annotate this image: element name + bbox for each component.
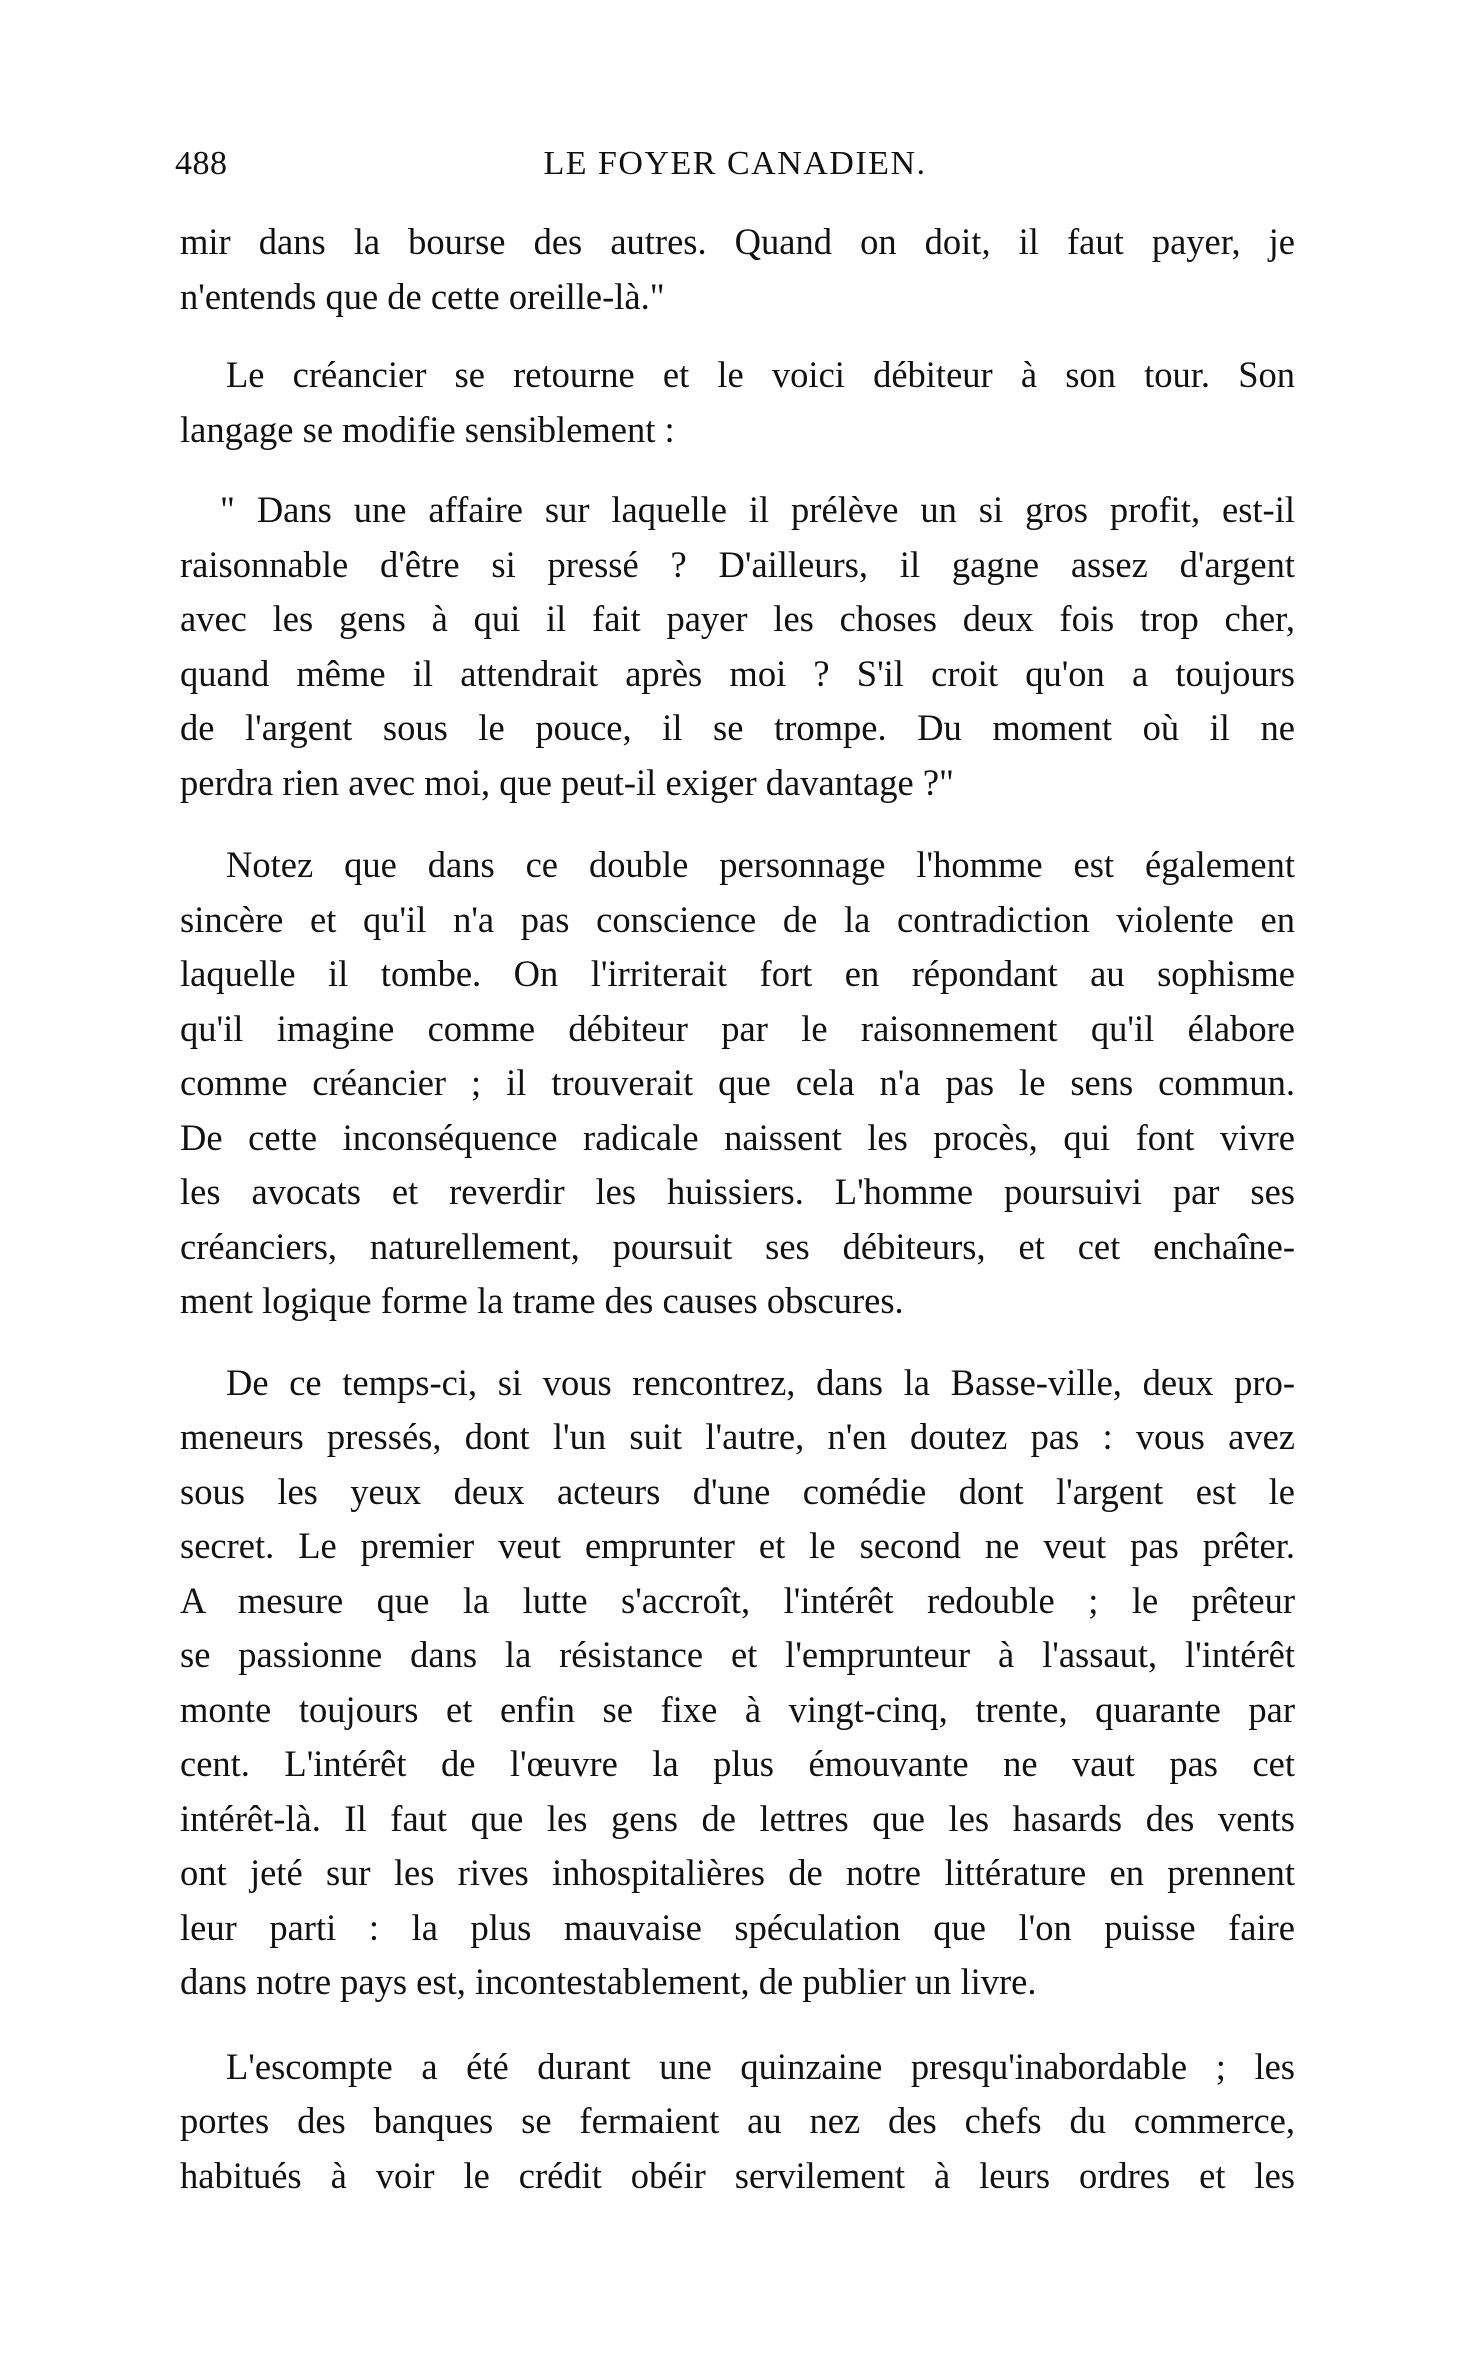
text-line: meneurs pressés, dont l'un suit l'autre, n'en doutez pas : vous avez	[180, 1416, 1295, 1457]
paragraph-quotation	[180, 483, 1295, 810]
text-line: " Dans une affaire sur laquelle il prélève un si gros profit, est-il	[220, 489, 1295, 530]
text-line: langage se modifie sensiblement :	[180, 408, 675, 450]
text-line: avec les gens à qui il fait payer les choses deux fois trop cher,	[180, 598, 1295, 639]
text-line: créanciers, naturellement, poursuit ses débiteurs, et cet enchaîne-	[180, 1225, 1295, 1267]
text-line: sous les yeux deux acteurs d'une comédie dont l'argent est le	[180, 1470, 1295, 1512]
text-line: ment logique forme la trame des causes obscures.	[180, 1280, 904, 1321]
text-line: Notez que dans ce double personnage l'homme est également	[226, 844, 1295, 885]
text-line: L'escompte a été durant une quinzaine presqu'inabordable ; les	[226, 2045, 1295, 2087]
text-line: sincère et qu'il n'a pas conscience de la contradiction violente en	[180, 898, 1295, 940]
paragraph-continuation	[180, 215, 1295, 324]
paragraph-double-personnage	[180, 838, 1295, 1329]
text-line: secret. Le premier veut emprunter et le second ne veut pas prêter.	[180, 1525, 1295, 1566]
text-line: Le créancier se retourne et le voici débiteur à son tour. Son	[226, 354, 1295, 395]
text-line: n'entends que de cette oreille-là."	[180, 275, 665, 317]
text-line: De ce temps-ci, si vous rencontrez, dans la Basse-ville, deux pro-	[226, 1361, 1295, 1403]
text-line: se passionne dans la résistance et l'emprunteur à l'assaut, l'intérêt	[180, 1634, 1295, 1675]
text-line: leur parti : la plus mauvaise spéculation que l'on puisse faire	[180, 1906, 1295, 1948]
text-line: comme créancier ; il trouverait que cela n'a pas le sens commun.	[180, 1062, 1295, 1103]
text-line: les avocats et reverdir les huissiers. L'homme poursuivi par ses	[180, 1171, 1295, 1212]
text-line: de l'argent sous le pouce, il se trompe. Du moment où il ne	[180, 707, 1295, 748]
paragraph-escompte	[180, 2040, 1295, 2204]
text-line: perdra rien avec moi, que peut-il exiger davantage ?"	[180, 761, 954, 803]
body-text	[180, 215, 1295, 2203]
text-line: A mesure que la lutte s'accroît, l'intérêt redouble ; le prêteur	[180, 1579, 1295, 1621]
text-line: dans notre pays est, incontestablement, de publier un livre.	[180, 1961, 1037, 2002]
text-line: cent. L'intérêt de l'œuvre la plus émouvante ne vaut pas cet	[180, 1743, 1295, 1784]
text-line: mir dans la bourse des autres. Quand on doit, il faut payer, je	[180, 221, 1295, 262]
text-line: De cette inconséquence radicale naissent les procès, qui font vivre	[180, 1116, 1295, 1158]
text-line: ont jeté sur les rives inhospitalières de notre littérature en prennent	[180, 1852, 1295, 1893]
page-number: 488	[175, 145, 228, 182]
text-line: laquelle il tombe. On l'irriterait fort en répondant au sophisme	[180, 953, 1295, 994]
paragraph-creancier	[180, 348, 1295, 457]
text-line: portes des banques se fermaient au nez des chefs du commerce,	[180, 2100, 1295, 2141]
text-line: habitués à voir le crédit obéir servilement à leurs ordres et les	[180, 2154, 1295, 2196]
running-head	[175, 140, 1295, 188]
text-line: intérêt-là. Il faut que les gens de lettres que les hasards des vents	[180, 1797, 1295, 1839]
text-line: qu'il imagine comme débiteur par le raisonnement qu'il élabore	[180, 1007, 1295, 1049]
text-line: quand même il attendrait après moi ? S'il croit qu'on a toujours	[180, 652, 1295, 694]
paragraph-basse-ville	[180, 1356, 1295, 2010]
running-title: LE FOYER CANADIEN.	[543, 145, 927, 182]
text-line: raisonnable d'être si pressé ? D'ailleurs, il gagne assez d'argent	[180, 543, 1295, 585]
text-line: monte toujours et enfin se fixe à vingt-cinq, trente, quarante par	[180, 1688, 1295, 1730]
